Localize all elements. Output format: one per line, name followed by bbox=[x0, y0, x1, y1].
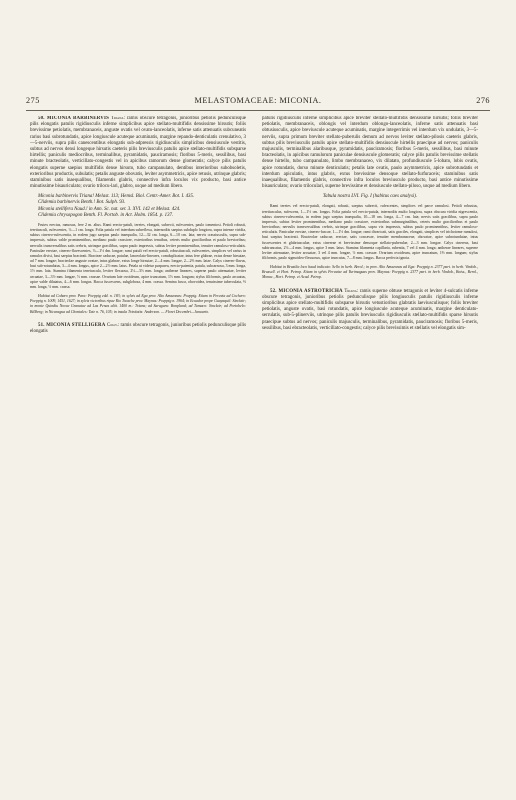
synonym-4: Clidemia chrysopogon Benth. Fl. Portob. in Act. Holm. 1854. p. 137. bbox=[38, 212, 174, 218]
species-52-author: Triana bbox=[344, 288, 357, 294]
page-number-right: 276 bbox=[476, 96, 490, 105]
running-title: MELASTOMACEAE: MICONIA. bbox=[194, 96, 322, 105]
right-column bbox=[262, 116, 478, 786]
species-52-heading: 52. MICONIA ASTROTRICHA bbox=[270, 288, 343, 294]
species-50-diagnosis: : ramis obscure tetragonis, junioribus petiolis pedunculisque pilis elongatis patulis rigidiusculis inferne simplicibus apice stellato-multifidis densissime hirsutis; foliis brevissime petiolatis, membranaceis, anguste ovatis vel ovato-lanceolatis, inferne satis attenuatis subcuneatis rarius basi subrotundatis, apice longiuscule acuteque acuminatis, margine repando-denticulatis crenulativo, 3—5-nerviis, supra pilis canescentibus elongatis sub-adpressis rigidiusculis simplicibus densiuscule vestitis, subtus ad nervos densi longeque hirsutis caeteris pilis breviusculis patulis apice stellato-multifidis subsparse hirtellis; paniculis mediocribus, terminalibus, pyramidatis, pauciramosis; floribus 5-meris, sessilibus, basi minute bracteolatis, verticillato-congestis vel in apicibus ramorum dense glomeratis; calyce pilis patulis elongatis superne saepius multifidis dense hirsuto, tubo campanulato, dentibus interioribus subobsoletis, exterioribus productis, subulatis; petalis anguste obovatis, leviter asymmetricis, apice retusis, utrinque glabris; staminibus satis inaequalibus, filamentis glabris, connectivo infra loculos vix producto, basi antice minutissime bisauriculato; ovario trilocu-lari, glabro, usque ad medium libero. bbox=[30, 116, 246, 190]
synonym-2: Clidemia barbinervis Benth.! Bot. Sulph. 93. bbox=[38, 200, 126, 206]
left-column bbox=[30, 116, 246, 786]
species-51-continuation: patulis rigidiusculis inferne simplicibus apice breviter stellato-multifidis densissime hirsutis; foliis breviter petiolatis, membranaceis, oblongis vel interdum oblongo-lanceolatis, inferne satis attenuatis basi obtusiusculis, apice breviuscule acuteque acuminatis, margine integerrimis vel interdum vix undulatis, 3—5-nerviis, supra primum breviter stellato-puberulis demum ad nervos leviter stellato-pilosis caeteris glabris, subtus pilis breviusculis patulis apice stellato-multifidis densiuscule hirtellis praecipue ad nervos; paniculis majusculis, terminalibus alaribusque, pyramidatis, pauciramosis; floribus 5-meris, sessilibus, basi minute bracteolatis, in apicibus ramulorum paniculae densiuscule glomeratis; calyce pilis patulis brevissime stellatis dense hirtello, tubo campanulato, limbo membranaceo, vix dilatato, profundiuscule 5-lobato, lobis ovatis, apice rotundatis, dorso minute denticulatis; petalis late ovatis, paulo asymmetricis, apice subrotundatis et interdum apiculatis, intus glabris, extus brevissime densoque stellato-furfuraceis; staminibus satis inaequalibus, filamentis glabris, connectivo infra loculos breviusculo producto, basi antice minutissime bisauriculato; ovario triloculari, superne brevissime et densiuscule stellato-piloso, usque ad medium libero. bbox=[262, 116, 478, 190]
species-52-diagnosis: : ramis superne obtuse tetragonis et leviter 4-sulcatis inferne obscure tetragonis, junioribus petiolis pedunculisque pilis longiusculis patulis rigidiusculis inferne simplicibus apice stellato-multifidis subsparse hirsutis vetustioribus glabratis laeviusculisque; foliis breviter petiolatis, anguste ovatis, basi rotundatis, apice longiuscule acuteque acuminatis, margine denticulato-serrulatis, sub-5-plinerviis, utrinque pilis patulis breviusculis rigidiusculis stellato-multifidis sparse hirsutis praecipue subtus ad nervos; paniculis majusculis, terminalibus, pyramidatis, pauciramosis; floribus 5-meris, sessilibus, basi ebracteolatis, verticillato-congestis; calyce pilis brevissimis et stellatis vel elongatis sim- bbox=[262, 288, 478, 331]
species-51-heading: 51. MICONIA STELLIGERA bbox=[38, 322, 106, 328]
page-number-left: 275 bbox=[26, 96, 40, 105]
synonym-1: Miconia barbinervis Triana! Melast. 113; Hemsl. Biol. Centr.-Amer. Bot. I. 435. bbox=[38, 194, 195, 200]
species-52-description bbox=[262, 289, 478, 332]
species-51-description-small: Rami teretes vel erecto-patuli, elongati, robusti, saepius subrecti, rufescentes, simplices vel parce ramulosi. Petioli robustus, teretiusculus, rufescens, 1—1½ cm. longus. Folia patula vel erecto-patula, internodiis multo longiora, supra obscura viridia nigrescentia, subtus cinereo-rufescentia, in eodem jugo saepius inaequalia, 10—18 cm. longa, 4—7 cm. lata; nervis satis gracilibus, supra paulo impressis, subtus leviter prominentibus, mediano paulo crassiore, exterioribus submarginalibus, ceteris multo gracilioribus et paulo brevioribus; nervulis transversalibus crebris, utrinque gracilibus, supra vix impressis, subtus paulo prominentibus, leviter ramuloso-reticulatis. Paniculae erectae, cinereo-fuscae, 1—1½ dm. longae; rami divaricati, satis graciles, elongati, simplices vel trichotome ramulosi, basi saepius bracteati. Bracteolae caducae, erectae, satis concavae, tenuiter membranaceae, obovatae, apice subrotundatae, intus fuscescentes et glabriusculae, extus cinereae et brevissime densoque stellato-puberulae, 2—3 mm. longae. Calyx cinereus, basi subtruncatus, 2½—4 mm. longus, apice 3 mm. latus. Stamina filamenta capillaria, rubentia, 7 vel 4 mm. longa; antherae lineares, superne leviter attenuatae, leviter arcuatae, 3 vel 4 mm. longae, ⅓ mm. crassae. Ovarium ovoideum, apice truncatum, 1⅔ mm. longum; stylus filiformis, paulo sigmoideo-flexuosus, apice truncatus, 7—8 mm. longus. Bacca perfecta ignota. bbox=[262, 204, 478, 260]
running-header bbox=[26, 96, 490, 110]
synonym-3: Miconia stellifera Naud.! in Ann. Sc. nat. ser. 3. XVI. 142 et Melast. 424. bbox=[38, 206, 181, 212]
plate-reference: Tabula nostra LVI. Fig. I (habitus caes analysi). bbox=[322, 194, 418, 200]
species-50-habitat: Habitat ad Cobaro prov. Para: Poeppig edd. n. 183; in sylvis ad Ega prov. Alto Amazonas: Poeppig. Etiam in Peruvia ad Cochero: Poeppig n. 1009, 1451, 1627; in sylvis victoribus ripae Rio Tocache prov. Maynas: Poeppig n. 1964; in Ecuador prope Guayaquil: Sinclair; in monte Quindiu Novae Granatae ad Las Penas altit. 1400 m.: Triana; ad Saraguru: Bonpland; ad Tumaco: Sinclair; ad Portobelo: Billberg; in Nicaragua ad Chontales: Tate n. 76, 105; in insula Trinitatis: Anderson. — Floret Decembri—Januario. bbox=[30, 294, 246, 314]
species-50-author: Triana bbox=[111, 116, 124, 121]
species-50-heading: 50. MICONIA BARBINERVIS bbox=[38, 116, 110, 121]
species-51-author: Cogn. bbox=[106, 322, 118, 328]
species-50-description bbox=[30, 116, 246, 190]
species-51-description bbox=[30, 323, 246, 335]
species-51-diagnosis: : ramis obscure tetragonis, junioribus petiolis pedunculisque pilis elongatis bbox=[30, 322, 246, 334]
species-51-habitat: Habitat in Brasilia loco haud indicato: Sello in herb. Berol.; in prov. Alto Amazonas ad Ega: Poeppig n. 2377 part. in herb. Vindob., Brussell. et Hort. Petrop. Etiam in sylvis Peruviae ad Yurimaguas prov. Maynas: Poeppig n. 2377 part. in herb. Vindob., Boiss., Berol., Monac., Hort. Petrop. et Acad. Petrop. bbox=[262, 265, 478, 280]
species-50-synonyms bbox=[30, 194, 246, 219]
header-rule bbox=[26, 110, 490, 111]
species-50-description-small: Frutex erectus, ramosus, fere 2 m. altus. Rami erecto-patuli, teretes, elongati, subrecti, rufescentes, paulo tomentosi. Petioli robusti, teretiusculi, rufescentes, ⅓—1 cm. longa. Folia patula vel interdum subreflexa, internodiis saepius subduplo longiora, supra intense viridia, subtus cinereo-rufescentia, in eodem jugo saepius paulo inaequalia, 12—32 cm. longa, 6—10 cm. lata; nervis crassiusculis, supra sub-impressis, subtus valde prominentibus, mediano paulo crassiore, exterioribus tenuibus, ceteris multo gracilioribus et paulo brevioribus; nervulis transversalibus satis crebris, utrinque gracilibus, supra paulo impressis, subtus leviter prominentibus, tenuiter ramuloso-reticulatis. Paniculae erectae, cinereo-flavescentes, ⅓—1½ dm. longae; rami patuli vel erecto-patuli, robustiusculi, rufescentes, simplices vel rarius in ramulos divisi, basi saepius bracteati. Bracteae caducae, patulae, lanceolato-lineares, comduplicatae, intus fere glabrae, extus dense hirsutae, ad 7 mm. longae; bracteolae anguste ovatae, intus glabrae, extus longe hirsutae, 2—4 mm. longae, 2—2⅔ mm. latae. Calyx cinereo-flavus, basi sub-rotundatus, 3—4 mm. longus, apice 2—2½ mm. latus. Petala ut videtur purpurea, erecto-patentia, patula, subcarnosa, 3 mm. longa, 1½ mm. lata. Stamina filamenta teneiuscula, leviter flexuosa, 2⅓—3⅓ mm. longa; antherae lineares, superne paulo attenuatae, leviter arcuatae, 3—3½ mm. longae, ⅓ mm. crassae. Ovarium late ovoideum, apice truncatum, 1⅓ mm. longum; stylus filiformis, paulo arcuatus, apice valde dilatatus, 4—6 mm. longus. Bacca fuscescens, subglobosa, 4 mm. crassa. Semina fusca, obovoidea, tenuissime tuberculata, ⅔ mm. longa, ⅓ mm. crassa. bbox=[30, 223, 246, 289]
